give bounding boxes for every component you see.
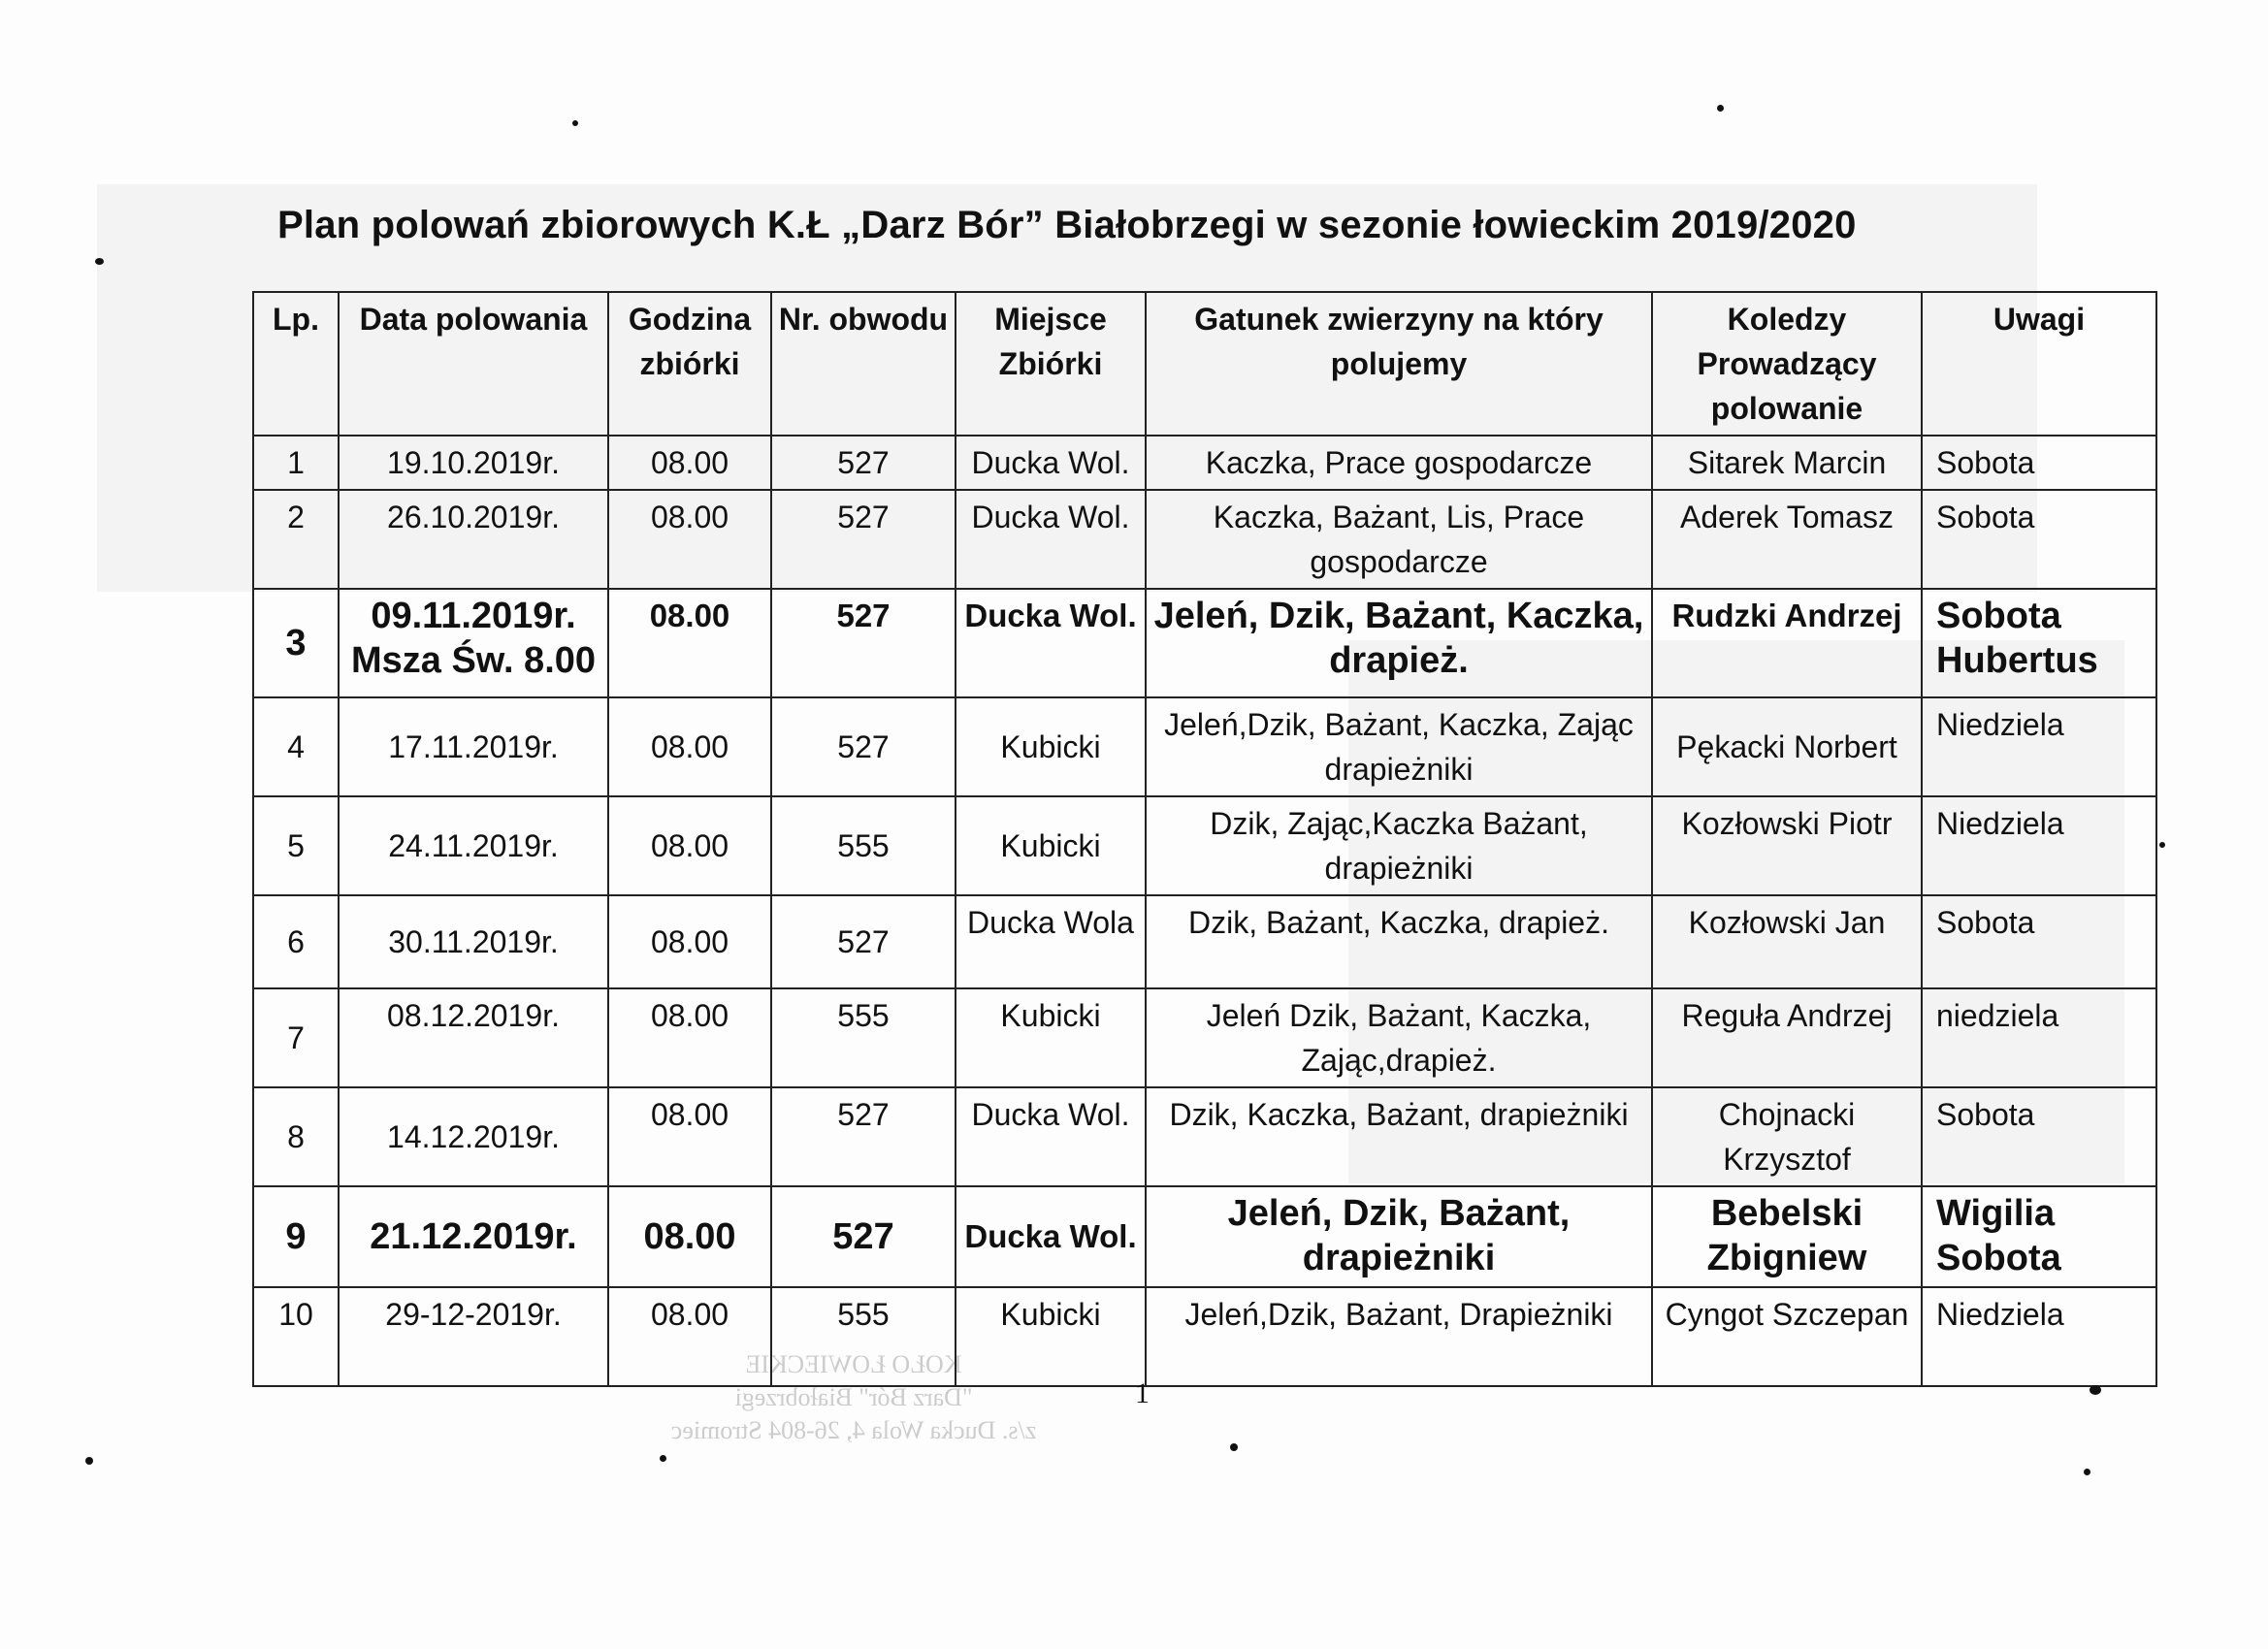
cell-place: Kubicki (956, 988, 1146, 1087)
cell-notes: Niedziela (1922, 1287, 2156, 1386)
header-area: Nr. obwodu (771, 292, 956, 436)
cell-time: 08.00 (608, 1287, 771, 1386)
cell-time: 08.00 (608, 436, 771, 490)
table-row (253, 490, 2156, 589)
scan-speck (2084, 1469, 2090, 1475)
cell-leaders: Chojnacki Krzysztof (1652, 1087, 1922, 1186)
header-leaders: Koledzy Prowadzący polowanie (1652, 292, 1922, 436)
cell-area: 527 (771, 697, 956, 796)
cell-time: 08.00 (608, 1186, 771, 1287)
header-lp: Lp. (253, 292, 339, 436)
cell-time: 08.00 (608, 796, 771, 895)
cell-place: Kubicki (956, 1287, 1146, 1386)
cell-game: Kaczka, Prace gospodarcze (1146, 436, 1652, 490)
cell-game: Jeleń Dzik, Bażant, Kaczka, Zając,drapież. (1146, 988, 1652, 1087)
cell-notes: Sobota (1922, 895, 2156, 988)
stamp-line: z/s. Ducka Wola 4, 26-804 Stromiec (670, 1416, 1037, 1444)
cell-place: Ducka Wol. (956, 589, 1146, 697)
cell-area: 527 (771, 436, 956, 490)
cell-date: 08.12.2019r. (339, 988, 608, 1087)
cell-area: 555 (771, 1287, 956, 1386)
cell-leaders: Aderek Tomasz (1652, 490, 1922, 589)
table-row (253, 895, 2156, 988)
cell-game: Kaczka, Bażant, Lis, Prace gospodarcze (1146, 490, 1652, 589)
cell-notes: Sobota (1922, 490, 2156, 589)
table-header-row (253, 292, 2156, 436)
cell-leaders: Bebelski Zbigniew (1652, 1186, 1922, 1287)
cell-date: 24.11.2019r. (339, 796, 608, 895)
cell-place: Ducka Wol. (956, 1087, 1146, 1186)
table-row (253, 697, 2156, 796)
cell-lp: 2 (253, 490, 339, 589)
cell-lp: 9 (253, 1186, 339, 1287)
cell-time: 08.00 (608, 895, 771, 988)
cell-notes: Sobota (1922, 1087, 2156, 1186)
cell-area: 527 (771, 895, 956, 988)
header-place: Miejsce Zbiórki (956, 292, 1146, 436)
cell-game: Jeleń,Dzik, Bażant, Kaczka, Zając drapieżniki (1146, 697, 1652, 796)
scan-speck (660, 1455, 666, 1462)
cell-notes: niedziela (1922, 988, 2156, 1087)
cell-game: Dzik, Bażant, Kaczka, drapież. (1146, 895, 1652, 988)
scan-speck (1230, 1443, 1238, 1451)
table-row (253, 796, 2156, 895)
cell-time: 08.00 (608, 589, 771, 697)
cell-place: Ducka Wol. (956, 436, 1146, 490)
hunting-plan-table (252, 291, 2157, 1387)
cell-time: 08.00 (608, 697, 771, 796)
table-row (253, 1287, 2156, 1386)
cell-leaders: Reguła Andrzej (1652, 988, 1922, 1087)
header-time: Godzina zbiórki (608, 292, 771, 436)
cell-notes: Wigilia Sobota (1922, 1186, 2156, 1287)
cell-notes: Sobota Hubertus (1922, 589, 2156, 697)
page-number: 1 (1135, 1377, 1150, 1409)
club-stamp (640, 1348, 1067, 1447)
cell-leaders: Rudzki Andrzej (1652, 589, 1922, 697)
cell-lp: 8 (253, 1087, 339, 1186)
cell-area: 527 (771, 490, 956, 589)
cell-leaders: Sitarek Marcin (1652, 436, 1922, 490)
scan-speck (572, 120, 578, 126)
header-notes: Uwagi (1922, 292, 2156, 436)
table-row (253, 436, 2156, 490)
cell-area: 527 (771, 1186, 956, 1287)
cell-leaders: Cyngot Szczepan (1652, 1287, 1922, 1386)
cell-area: 527 (771, 589, 956, 697)
scan-speck (2090, 1385, 2101, 1395)
cell-leaders: Pękacki Norbert (1652, 697, 1922, 796)
table-row (253, 589, 2156, 697)
cell-game: Dzik, Kaczka, Bażant, drapieżniki (1146, 1087, 1652, 1186)
cell-area: 527 (771, 1087, 956, 1186)
cell-time: 08.00 (608, 490, 771, 589)
cell-leaders: Kozłowski Piotr (1652, 796, 1922, 895)
cell-notes: Niedziela (1922, 697, 2156, 796)
cell-lp: 1 (253, 436, 339, 490)
stamp-line: KOŁO ŁOWIECKIE (745, 1350, 962, 1378)
cell-lp: 3 (253, 589, 339, 697)
cell-game: Dzik, Zając,Kaczka Bażant, drapieżniki (1146, 796, 1652, 895)
cell-lp: 10 (253, 1287, 339, 1386)
cell-time: 08.00 (608, 1087, 771, 1186)
cell-date: 21.12.2019r. (339, 1186, 608, 1287)
cell-date: 19.10.2019r. (339, 436, 608, 490)
document-title: Plan polowań zbiorowych K.Ł „Darz Bór” Białobrzegi w sezonie łowieckim 2019/2020 (277, 204, 1857, 246)
cell-game: Jeleń,Dzik, Bażant, Drapieżniki (1146, 1287, 1652, 1386)
table-row (253, 1186, 2156, 1287)
cell-date: 09.11.2019r. Msza Św. 8.00 (339, 589, 608, 697)
table-row (253, 1087, 2156, 1186)
cell-date: 14.12.2019r. (339, 1087, 608, 1186)
cell-area: 555 (771, 988, 956, 1087)
cell-lp: 4 (253, 697, 339, 796)
cell-date: 26.10.2019r. (339, 490, 608, 589)
cell-notes: Niedziela (1922, 796, 2156, 895)
cell-notes: Sobota (1922, 436, 2156, 490)
cell-lp: 5 (253, 796, 339, 895)
scan-speck (1717, 105, 1724, 112)
cell-game: Jeleń, Dzik, Bażant, Kaczka, drapież. (1146, 589, 1652, 697)
cell-time: 08.00 (608, 988, 771, 1087)
stamp-line: "Darz Bór" Białobrzegi (734, 1383, 973, 1411)
header-date: Data polowania (339, 292, 608, 436)
cell-area: 555 (771, 796, 956, 895)
cell-place: Kubicki (956, 697, 1146, 796)
cell-lp: 7 (253, 988, 339, 1087)
cell-place: Ducka Wol. (956, 490, 1146, 589)
cell-place: Ducka Wol. (956, 1186, 1146, 1287)
header-game: Gatunek zwierzyny na który polujemy (1146, 292, 1652, 436)
cell-date: 30.11.2019r. (339, 895, 608, 988)
cell-leaders: Kozłowski Jan (1652, 895, 1922, 988)
cell-place: Ducka Wola (956, 895, 1146, 988)
scan-speck (2159, 842, 2165, 848)
table-row (253, 988, 2156, 1087)
cell-lp: 6 (253, 895, 339, 988)
scan-speck (85, 1457, 93, 1465)
cell-place: Kubicki (956, 796, 1146, 895)
cell-date: 29-12-2019r. (339, 1287, 608, 1386)
scan-speck (95, 258, 104, 265)
cell-date: 17.11.2019r. (339, 697, 608, 796)
cell-game: Jeleń, Dzik, Bażant, drapieżniki (1146, 1186, 1652, 1287)
